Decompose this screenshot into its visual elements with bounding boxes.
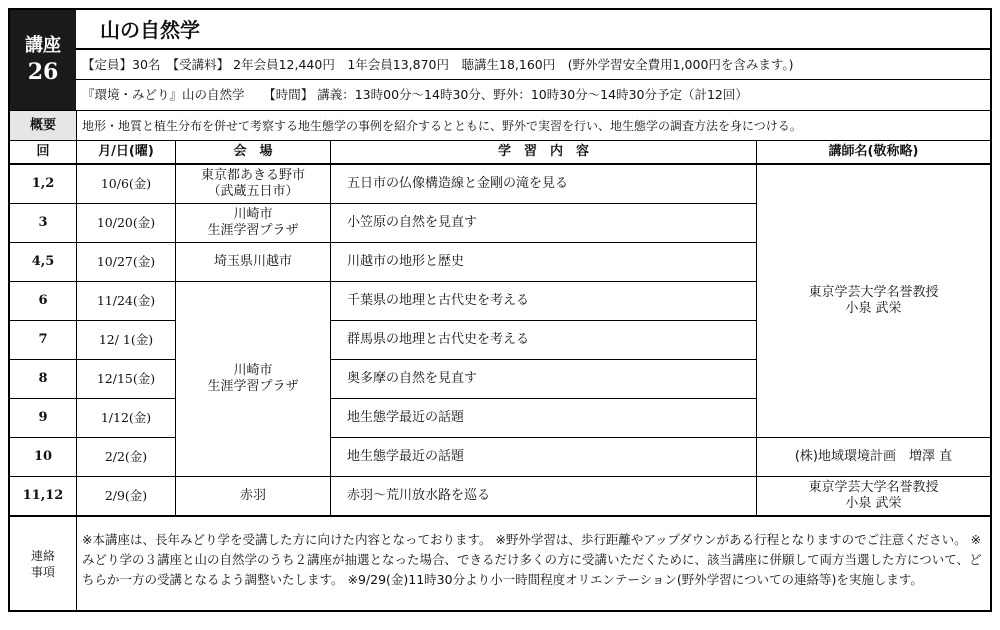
venue-5: 赤羽 <box>239 488 266 503</box>
row-date: 1/12(金) <box>100 410 152 425</box>
row-content: 千葉県の地理と古代史を考える <box>347 293 530 308</box>
venue-4-line1: 川崎市 <box>233 363 273 378</box>
row-content: 地生態学最近の話題 <box>347 410 465 425</box>
row-content: 群馬県の地理と古代史を考える <box>347 332 530 347</box>
venue-2-line1: 川崎市 <box>233 207 273 222</box>
row-date: 11/24(金) <box>96 293 156 308</box>
row-session: 8 <box>38 371 48 386</box>
row-content: 小笠原の自然を見直す <box>347 215 478 230</box>
course-title: 山の自然学 <box>100 18 200 42</box>
row-date: 2/2(金) <box>104 449 148 464</box>
lecturer-3 <box>757 477 990 515</box>
venue-1-line1: 東京都あきる野市 <box>200 168 305 183</box>
row-content: 奥多摩の自然を見直す <box>347 371 478 386</box>
venue-3: 埼玉県川越市 <box>213 254 292 269</box>
lecturer-1-line1: 東京学芸大学名誉教授 <box>808 285 939 300</box>
notes-label-line1: 連絡 <box>30 548 55 563</box>
row-session: 3 <box>38 215 48 230</box>
row-session: 9 <box>38 410 48 425</box>
row-content: 赤羽～荒川放水路を巡る <box>347 488 491 503</box>
notes-label <box>10 517 76 610</box>
course-label: 講座 <box>25 35 61 56</box>
header-date: 月/日(曜) <box>98 144 154 159</box>
venue-1 <box>176 165 330 203</box>
row-session: 10 <box>33 449 53 464</box>
header-session: 回 <box>36 144 50 159</box>
venue-2-line2: 生涯学習プラザ <box>207 223 299 238</box>
venue-4 <box>176 282 330 476</box>
course-info-line2: 『環境・みどり』山の自然学 【時間】 講義：13時00分～14時30分、野外：10時30分～14時30分予定（計12回） <box>82 87 748 102</box>
lecturer-1-line2: 小泉 武栄 <box>845 301 902 316</box>
summary-label: 概要 <box>10 111 76 140</box>
row-content: 五日市の仏像構造線と金剛の滝を見る <box>347 176 569 191</box>
notes-label-line2: 事項 <box>30 564 55 579</box>
summary-text: 地形・地質と植生分布を併せて考察する地生態学の事例を紹介するとともに、野外で実習を行い、地生態学の調査方法を身につける。 <box>82 118 802 133</box>
lecturer-2: (株)地域環境計画 増澤 直 <box>794 449 953 464</box>
venue-4-line2: 生涯学習プラザ <box>207 379 299 394</box>
header-venue: 会 場 <box>233 144 273 159</box>
row-date: 12/ 1(金) <box>98 332 154 347</box>
row-date: 10/27(金) <box>96 254 156 269</box>
row-date: 12/15(金) <box>96 371 156 386</box>
lecturer-1 <box>757 165 990 437</box>
row-date: 10/20(金) <box>96 215 156 230</box>
row-session: 7 <box>38 332 48 347</box>
row-session: 6 <box>38 293 48 308</box>
lecturer-3-line1: 東京学芸大学名誉教授 <box>808 480 939 495</box>
row-date: 10/6(金) <box>100 176 152 191</box>
row-date: 2/9(金) <box>104 488 148 503</box>
header-content: 学 習 内 容 <box>497 144 589 159</box>
row-content: 地生態学最近の話題 <box>347 449 465 464</box>
lecturer-3-line2: 小泉 武栄 <box>845 496 902 511</box>
row-session: 1,2 <box>31 176 55 191</box>
course-number: 26 <box>27 59 59 85</box>
header-lecturer: 講師名(敬称略) <box>828 144 919 159</box>
venue-1-line2: （武蔵五日市） <box>207 184 299 199</box>
notes-text: ※本講座は、長年みどり学を受講した方に向けた内容となっております。 ※野外学習は、歩行距離やアップダウンがある行程となりますのでご注意ください。 ※みどり学の３講座と山の自然学のうち２講座が抽選となった場合、できるだけ多くの方に受講いただくために、該当講座に併願して両方当選した方について、どちらか一方の受講となるよう調整いたします。 ※9/29(金)11時30分より小一時間程度オリエンテーション(野外学習についての連絡等)を実施します。 <box>82 532 982 587</box>
venue-2 <box>176 204 330 242</box>
row-session: 4,5 <box>31 254 55 269</box>
row-session: 11,12 <box>22 488 64 503</box>
course-info-line1: 【定員】30名 【受講料】 2年会員12,440円 1年会員13,870円 聴講生18,160円 (野外学習安全費用1,000円を含みます。) <box>82 56 794 72</box>
course-sheet <box>8 8 992 612</box>
course-number-badge <box>10 10 76 110</box>
row-content: 川越市の地形と歴史 <box>347 254 465 269</box>
